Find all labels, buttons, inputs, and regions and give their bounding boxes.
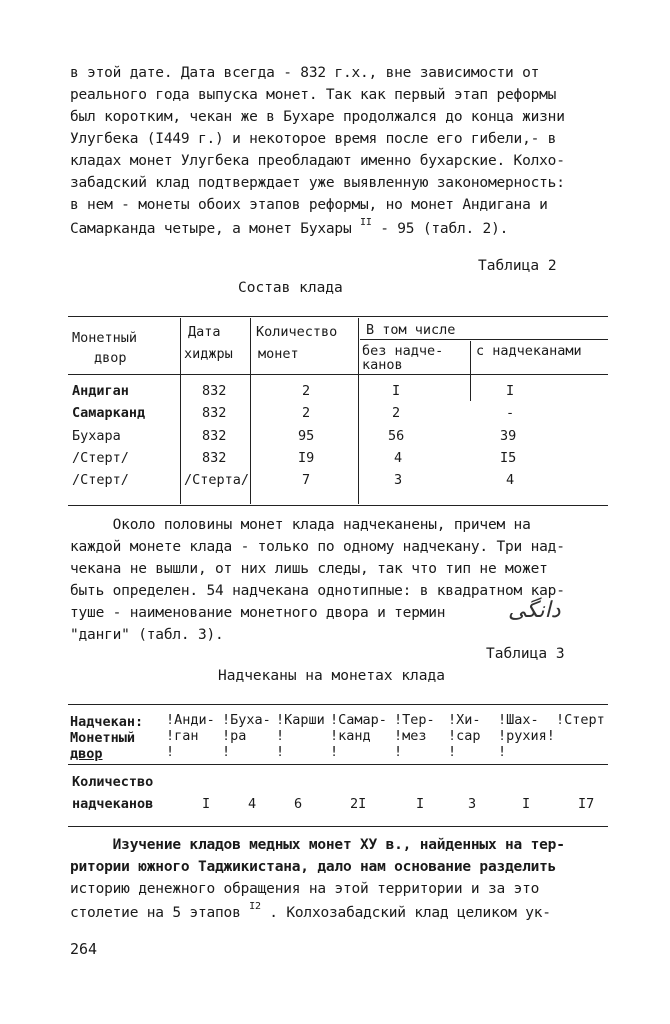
header-date: хиджры	[184, 346, 233, 362]
table3-header: !Тер-	[394, 712, 435, 728]
text-fragment: столетие на 5 этапов	[70, 905, 250, 921]
header-date: Дата	[188, 324, 221, 340]
table-rule	[68, 764, 608, 765]
table-rule	[68, 505, 608, 506]
table-cell: /Стерт/	[72, 450, 129, 466]
table-rule	[250, 318, 251, 504]
header-mint: двор	[94, 350, 127, 366]
table3-value: 6	[294, 796, 303, 812]
table3-header: !Хи-	[448, 712, 481, 728]
table3-header: !Шах-	[498, 712, 539, 728]
table3-row-label: надчеканов	[72, 796, 154, 812]
table3-header: !мез	[394, 728, 427, 744]
table-cell: 832	[202, 383, 227, 399]
text-line: кладах монет Улугбека преобладают именно бухарские. Колхо-	[70, 153, 565, 169]
header-without: без надче-	[362, 343, 444, 359]
text-line: в нем - монеты обоих этапов реформы, но монет Андигана и	[70, 197, 548, 213]
header-mint: Монетный	[72, 330, 138, 346]
text-line	[70, 218, 508, 242]
text-line: "данги" (табл. 3).	[70, 627, 224, 643]
table3-value: 4	[248, 796, 257, 812]
table3-separator: !	[394, 744, 403, 760]
text-line: Около половины монет клада надчеканены, причем на	[70, 517, 531, 533]
table3-header: !ра	[222, 728, 247, 744]
table3-header-text: ган	[174, 728, 199, 744]
text-line: Улугбека (I449 г.) и некоторое время после его гибели,- в	[70, 131, 557, 147]
table-cell: 95	[298, 428, 315, 444]
table-cell: 39	[500, 428, 517, 444]
table3-header-text: Буха-	[230, 712, 271, 728]
table3-value: I	[416, 796, 425, 812]
table-cell: 56	[388, 428, 405, 444]
table3-header-text: рухия	[506, 728, 547, 744]
text-line: каждой монете клада - только по одному надчекану. Три над-	[70, 539, 565, 555]
table-cell: 2	[302, 405, 311, 421]
table3-separator: !	[330, 744, 339, 760]
header-count: монет	[258, 346, 299, 362]
table3-value: 3	[468, 796, 477, 812]
text-line: историю денежного обращения на этой территории и за это	[70, 881, 540, 897]
table3-separator: !	[166, 744, 175, 760]
table-cell: 832	[202, 450, 227, 466]
table-cell: 2	[302, 383, 311, 399]
table-cell: 7	[302, 472, 311, 488]
text-line: чекана не вышли, от них лишь следы, так что тип не может	[70, 561, 548, 577]
text-fragment: . Колхозабадский клад целиком ук-	[260, 905, 551, 921]
table3-header: !сар	[448, 728, 481, 744]
table3-header: !Анди-	[166, 712, 215, 728]
table-rule	[68, 316, 608, 317]
text-line: туше - наименование монетного двора и термин	[70, 605, 446, 621]
table-cell: 4	[506, 472, 515, 488]
footnote-marker: I2	[249, 901, 261, 912]
table3-title: Надчеканы на монетах клада	[218, 668, 445, 684]
table3-separator: !	[498, 744, 507, 760]
table3-value: I	[522, 796, 531, 812]
page-number: 264	[70, 940, 98, 958]
table3-value: 2I	[350, 796, 367, 812]
table3-row-label: Количество	[72, 774, 154, 790]
table2-title: Состав клада	[238, 280, 343, 296]
table3-header-text: Хи-	[456, 712, 481, 728]
table3-header: !Самар-	[330, 712, 387, 728]
footnote-marker: II	[360, 217, 372, 228]
table-cell: I5	[500, 450, 517, 466]
header-count: Количество	[256, 324, 338, 340]
text-line: в этой дате. Дата всегда - 832 г.х., вне зависимости от	[70, 65, 540, 81]
text-line: Изучение кладов медных монет ХУ в., найденных на тер-	[70, 837, 565, 853]
table-cell: 3	[394, 472, 403, 488]
table3-value: I	[202, 796, 211, 812]
table-cell: I	[506, 383, 515, 399]
table-cell: Бухара	[72, 428, 121, 444]
table3-header-text: Шах-	[506, 712, 539, 728]
text-line: ритории южного Таджикистана, дало нам основание разделить	[70, 859, 557, 875]
table-cell: Самарканд	[72, 405, 146, 421]
table3-header: !Карши	[276, 712, 325, 728]
text-fragment: - 95 (табл. 2).	[371, 221, 509, 237]
table3-header-text: Анди-	[174, 712, 215, 728]
header-without: канов	[362, 357, 403, 373]
text-line: реального года выпуска монет. Так как первый этап реформы	[70, 87, 557, 103]
table-cell: /Стерт/	[72, 472, 129, 488]
table3-header: !рухия!	[498, 728, 555, 744]
table-cell: 832	[202, 405, 227, 421]
table-rule	[358, 318, 359, 504]
text-line: был коротким, чекан же в Бухаре продолжался до конца жизни	[70, 109, 565, 125]
text-line: забадский клад подтверждает уже выявленную закономерность:	[70, 175, 565, 191]
table3-separator: !	[276, 728, 285, 744]
table3-header-text: ра	[230, 728, 247, 744]
table3-header-text: Самар-	[338, 712, 387, 728]
table3-header-text: Карши	[284, 712, 325, 728]
table3-header: !Стерт	[556, 712, 605, 728]
table-cell: 2	[392, 405, 401, 421]
table3-header-text: сар	[456, 728, 481, 744]
table3-header: !ган	[166, 728, 199, 744]
table-rule	[180, 318, 181, 504]
table3-header-text: канд	[338, 728, 371, 744]
table-rule	[68, 374, 608, 375]
table-rule	[470, 341, 471, 401]
table3-header: Монетный	[70, 730, 136, 746]
table3-header: двор	[70, 746, 103, 762]
text-fragment: Самарканда четыре, а монет Бухары	[70, 221, 361, 237]
table-cell: -	[506, 405, 515, 421]
table-cell: Андиган	[72, 383, 129, 399]
table-rule	[68, 704, 608, 705]
table-rule	[360, 339, 608, 340]
table-cell: /Стерта/	[184, 472, 250, 488]
header-with: с надчеканами	[476, 343, 582, 359]
table3-separator: !	[448, 744, 457, 760]
text-line: быть определен. 54 надчекана однотипные: в квадратном кар-	[70, 583, 565, 599]
table-cell: I9	[298, 450, 315, 466]
header-including: В том числе	[366, 322, 456, 338]
table2-label: Таблица 2	[478, 258, 557, 274]
table3-value: I7	[578, 796, 595, 812]
table3-separator: !	[222, 744, 231, 760]
table3-header-text: мез	[402, 728, 427, 744]
table-rule	[68, 826, 608, 827]
table3-header: !Буха-	[222, 712, 271, 728]
table-cell: 4	[394, 450, 403, 466]
table3-header: Надчекан:	[70, 714, 144, 730]
arabic-term: دانگی	[508, 598, 561, 623]
table3-header-text: Стерт	[564, 712, 605, 728]
table3-header: !канд	[330, 728, 371, 744]
table3-header-text: Тер-	[402, 712, 435, 728]
table-cell: I	[392, 383, 401, 399]
table-cell: 832	[202, 428, 227, 444]
table3-separator: !	[276, 744, 285, 760]
text-line	[70, 902, 551, 926]
table3-label: Таблица 3	[486, 646, 565, 662]
